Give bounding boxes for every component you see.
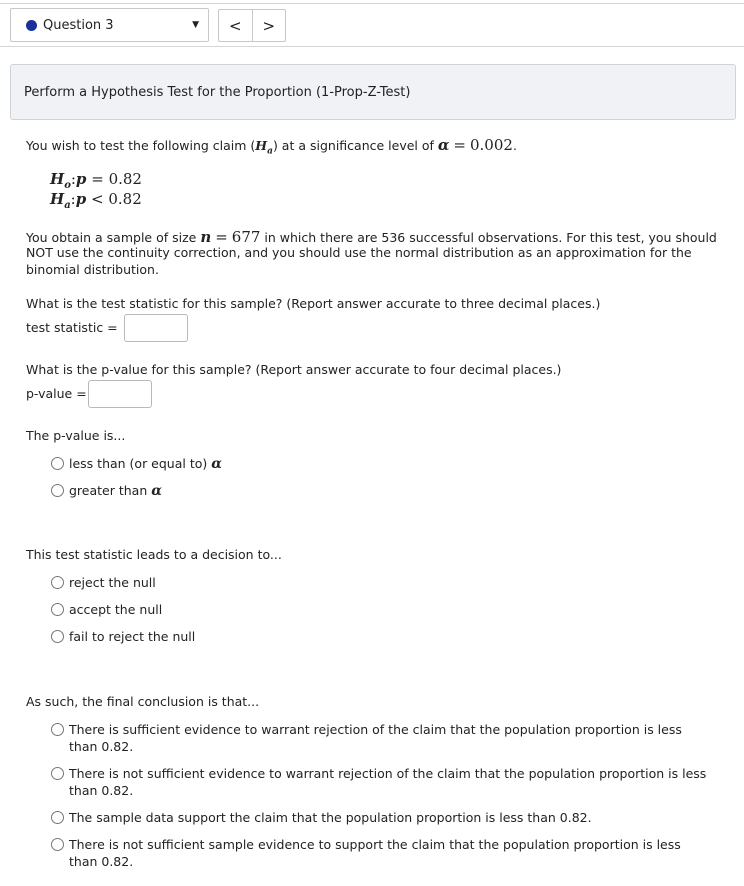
sample-line-3: binomial distribution.: [26, 262, 159, 277]
null-operator: =: [91, 170, 104, 188]
sample-text-before: You obtain a sample of size: [26, 230, 197, 245]
decision-option[interactable]: [51, 628, 195, 645]
radio-button[interactable]: [51, 484, 64, 497]
dropdown-caret-icon: ▼: [192, 20, 199, 30]
radio-button[interactable]: [51, 457, 64, 470]
radio-button[interactable]: [51, 603, 64, 616]
n-equals: =: [215, 228, 228, 246]
null-hypothesis: [50, 170, 142, 191]
decision-question: This test statistic leads to a decision to...: [26, 547, 282, 562]
problem-title-box: [10, 64, 736, 120]
radio-button[interactable]: [51, 838, 64, 851]
p-value-question: What is the p-value for this sample? (Report answer accurate to four decimal places.): [26, 362, 562, 377]
p-compare-option[interactable]: [51, 455, 222, 473]
alt-value: 0.82: [108, 190, 142, 208]
alpha-symbol: α: [437, 136, 450, 154]
decision-option[interactable]: [51, 574, 156, 591]
decision-option-label: accept the null: [69, 602, 163, 617]
problem-title: Perform a Hypothesis Test for the Proportion (1-Prop-Z-Test): [24, 84, 411, 100]
p-compare-option-label: less than (or equal to): [69, 456, 208, 471]
conclusion-option[interactable]: [51, 765, 709, 799]
question-nav: [218, 9, 286, 42]
test-statistic-question: What is the test statistic for this sample? (Report answer accurate to three decimal places.): [26, 296, 601, 311]
alt-colon: :: [70, 190, 76, 208]
conclusion-question: As such, the final conclusion is that...: [26, 694, 260, 709]
alpha-symbol: α: [151, 483, 163, 499]
claim-ha-symbol: H: [255, 138, 268, 153]
radio-button[interactable]: [51, 630, 64, 643]
conclusion-option[interactable]: [51, 721, 709, 755]
null-colon: :: [70, 170, 76, 188]
alternative-hypothesis: [50, 190, 142, 211]
claim-text-after: ) at a significance level of: [272, 138, 434, 153]
radio-button[interactable]: [51, 767, 64, 780]
conclusion-option-label: There is sufficient evidence to warrant rejection of the claim that the population proportion is less than 0.82.: [69, 722, 682, 754]
conclusion-option-label: There is not sufficient evidence to warrant rejection of the claim that the population proportion is less than 0.82.: [69, 766, 707, 798]
top-divider: [0, 3, 744, 4]
null-p-symbol: p: [75, 170, 87, 188]
radio-button[interactable]: [51, 576, 64, 589]
conclusion-option[interactable]: [51, 809, 709, 826]
p-compare-option[interactable]: [51, 482, 162, 500]
test-statistic-input[interactable]: [124, 314, 188, 342]
claim-text-before: You wish to test the following claim (: [26, 138, 256, 153]
decision-option[interactable]: [51, 601, 162, 618]
claim-ha-subscript: a: [267, 146, 273, 157]
nav-divider: [0, 46, 744, 47]
alpha-value: 0.002: [469, 136, 513, 154]
alt-p-symbol: p: [75, 190, 87, 208]
radio-button[interactable]: [51, 811, 64, 824]
claim-period: .: [512, 138, 517, 153]
conclusion-option[interactable]: [51, 836, 709, 870]
p-compare-question: The p-value is...: [26, 428, 126, 443]
next-question-button[interactable]: >: [262, 16, 276, 35]
alt-operator: <: [91, 190, 104, 208]
sample-line-2: NOT use the continuity correction, and you should use the normal distribution as an approximation for the: [26, 245, 692, 260]
previous-question-button[interactable]: <: [219, 10, 253, 41]
conclusion-option-label: There is not sufficient sample evidence to support the claim that the population proportion is less than 0.82.: [69, 837, 681, 869]
decision-option-label: reject the null: [69, 575, 156, 590]
question-label: Question 3: [43, 17, 114, 33]
n-symbol: n: [200, 228, 212, 246]
radio-button[interactable]: [51, 723, 64, 736]
test-statistic-label: test statistic =: [26, 320, 118, 335]
p-compare-option-label: greater than: [69, 483, 148, 498]
decision-option-label: fail to reject the null: [69, 629, 196, 644]
null-value: 0.82: [108, 170, 142, 188]
claim-statement: [26, 136, 517, 157]
question-status-dot: [26, 20, 37, 31]
p-value-input[interactable]: [88, 380, 152, 408]
question-selector[interactable]: [10, 8, 209, 42]
p-value-label: p-value =: [26, 386, 87, 401]
alt-h-subscript: a: [64, 200, 71, 211]
equals-sign: =: [453, 136, 466, 154]
conclusion-option-label: The sample data support the claim that the population proportion is less than 0.82.: [69, 810, 592, 825]
sample-line-1: [26, 228, 717, 246]
alt-h-symbol: H: [50, 190, 65, 208]
sample-text-rest: in which there are 536 successful observations. For this test, you should: [264, 230, 717, 245]
null-h-subscript: o: [64, 180, 71, 191]
null-h-symbol: H: [50, 170, 65, 188]
alpha-symbol: α: [211, 456, 223, 472]
n-value: 677: [231, 228, 261, 246]
